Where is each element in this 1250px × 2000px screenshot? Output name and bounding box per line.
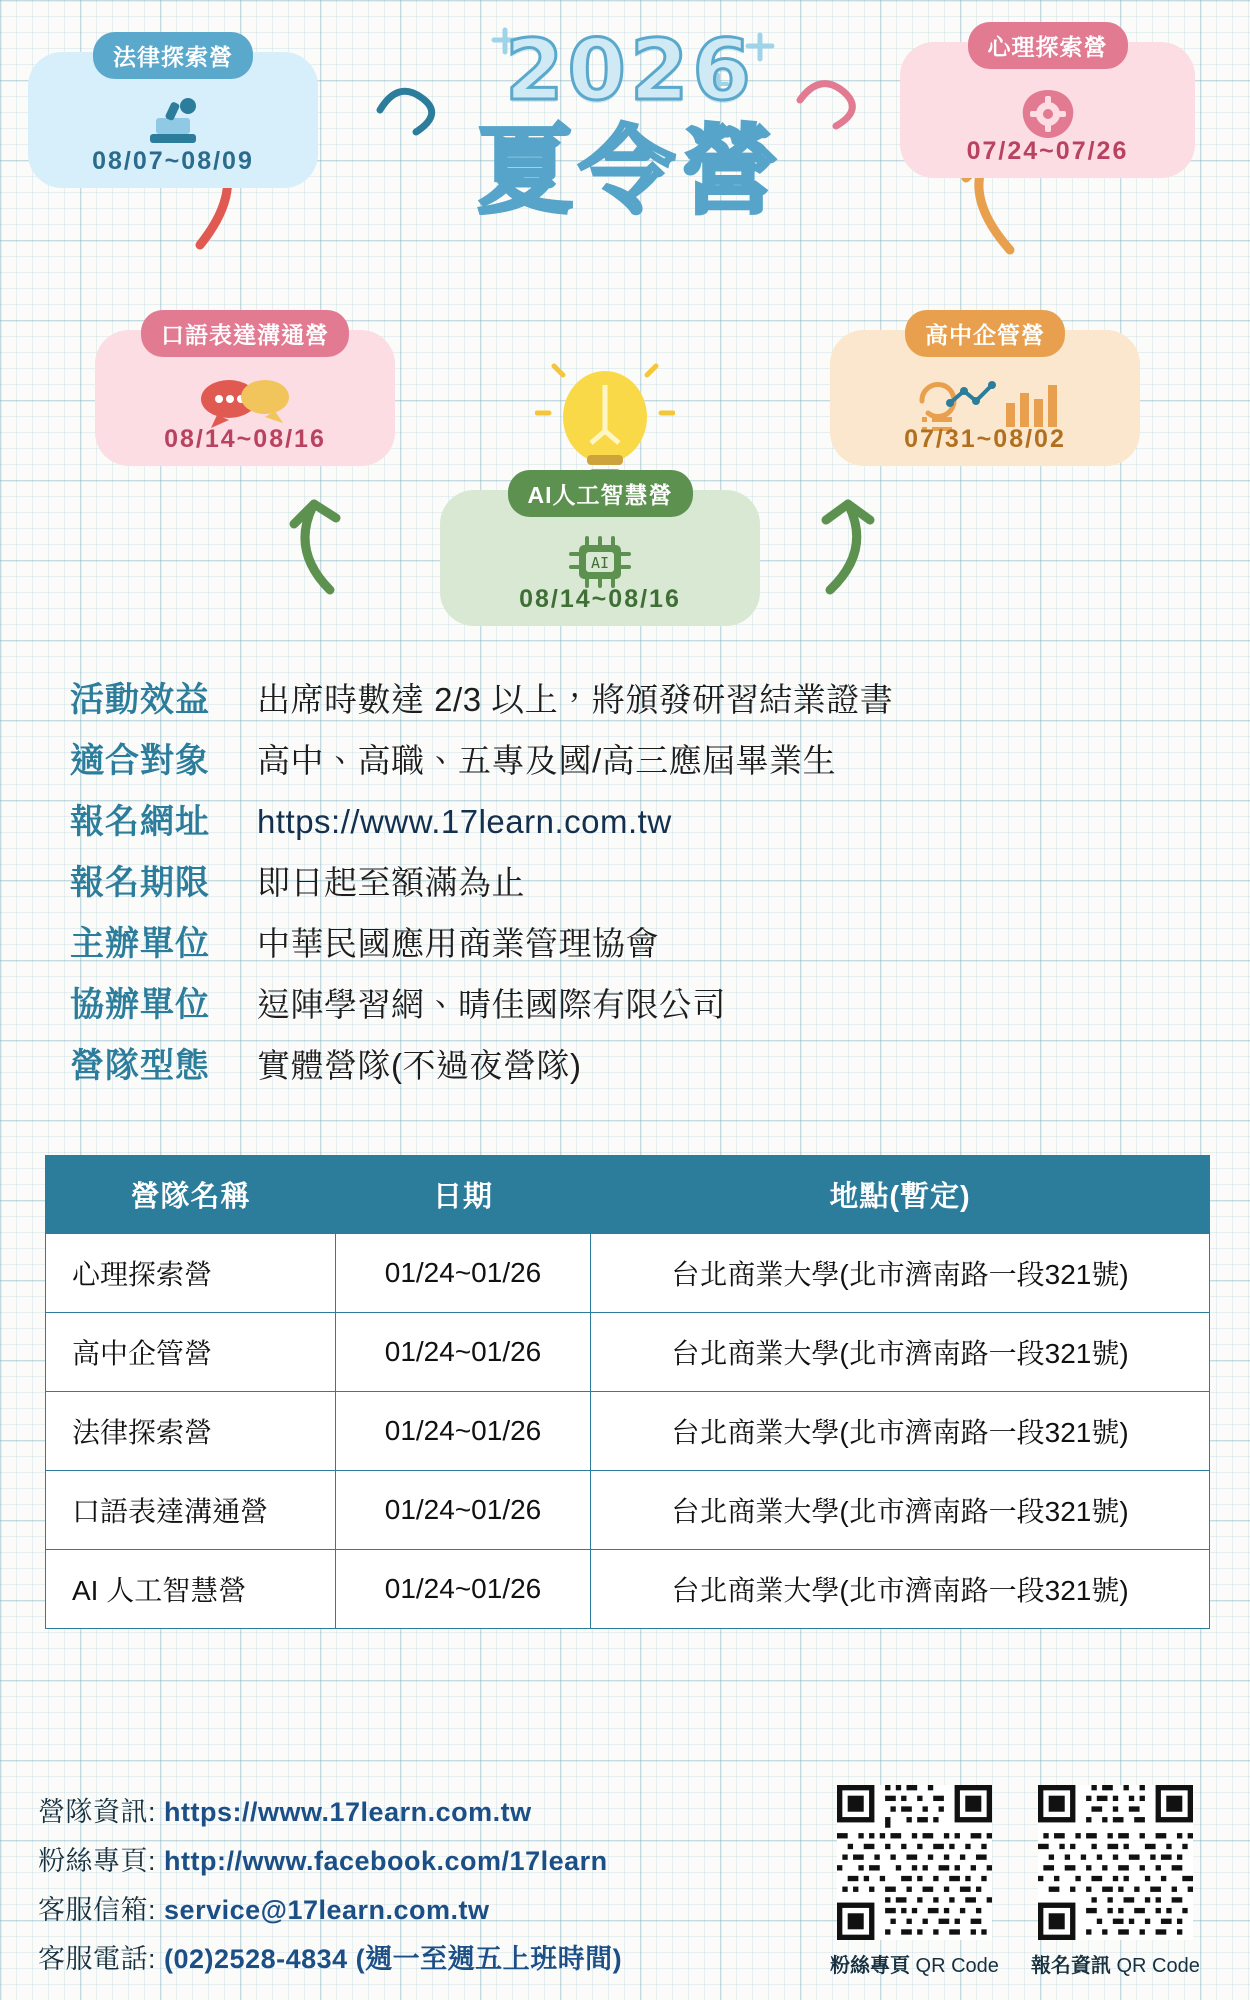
camp-name-business: 高中企管營 (905, 310, 1065, 357)
camp-name-speaking: 口語表達溝通營 (141, 310, 349, 357)
table-header-date: 日期 (336, 1156, 591, 1234)
footer-line-email (38, 1888, 622, 1927)
judge-gavel-icon (42, 93, 304, 155)
table-header-location: 地點(暫定) (591, 1156, 1210, 1234)
cell-camp-name: AI 人工智慧營 (46, 1550, 336, 1629)
qr-code-area (830, 1785, 1200, 1978)
brain-gear-icon (914, 83, 1181, 145)
footer-label: 客服信箱: (38, 1895, 157, 1925)
info-value: 高中、高職、五專及國/高三應屆畢業生 (257, 742, 837, 779)
footer-value-camp-info[interactable]: https://www.17learn.com.tw (164, 1797, 532, 1827)
camp-date-ai: 08/14~08/16 (519, 585, 681, 613)
table-row (46, 1392, 1210, 1471)
qr-caption-rest: QR Code (910, 1955, 999, 1977)
info-value: 中華民國應用商業管理協會 (257, 925, 659, 962)
info-label: 活動效益 (70, 681, 210, 719)
footer-label: 客服電話: (38, 1944, 157, 1974)
cell-camp-name: 法律探索營 (46, 1392, 336, 1471)
info-row-coorganizer (70, 977, 1190, 1026)
camp-date-psychology: 07/24~07/26 (966, 137, 1129, 165)
qr-caption-registration (1031, 1949, 1200, 1978)
camp-date-speaking: 08/14~08/16 (164, 425, 326, 453)
cell-camp-name: 口語表達溝通營 (46, 1471, 336, 1550)
cell-camp-date: 01/24~01/26 (336, 1471, 591, 1550)
camp-card-psychology[interactable] (900, 34, 1195, 178)
info-label: 適合對象 (70, 742, 210, 780)
table-row (46, 1234, 1210, 1313)
table-header-name: 營隊名稱 (46, 1156, 336, 1234)
info-label: 報名網址 (70, 803, 210, 841)
cell-camp-name: 高中企管營 (46, 1313, 336, 1392)
cell-camp-location: 台北商業大學(北市濟南路一段321號) (591, 1471, 1210, 1550)
table-row (46, 1471, 1210, 1550)
camp-card-law[interactable] (28, 44, 318, 188)
info-row-benefit (70, 672, 1190, 721)
qr-caption-fanpage (830, 1949, 999, 1978)
info-value: 逗陣學習網、晴佳國際有限公司 (257, 986, 726, 1023)
camp-card-business[interactable] (830, 322, 1140, 466)
svg-text:AI: AI (590, 554, 610, 572)
cell-camp-name: 心理探索營 (46, 1234, 336, 1313)
info-value: 出席時數達 2/3 以上，將頒發研習結業證書 (257, 681, 894, 718)
cell-camp-date: 01/24~01/26 (336, 1550, 591, 1629)
info-row-deadline (70, 855, 1190, 904)
info-row-registration-url (70, 794, 1190, 843)
cell-camp-location: 台北商業大學(北市濟南路一段321號) (591, 1234, 1210, 1313)
footer-value-phone[interactable]: (02)2528-4834 (週一至週五上班時間) (164, 1944, 623, 1974)
table-row (46, 1550, 1210, 1629)
footer-line-facebook (38, 1839, 622, 1878)
speech-bubbles-icon (109, 371, 381, 433)
camp-schedule-table (45, 1155, 1210, 1629)
qr-code-registration-icon[interactable] (1038, 1785, 1193, 1940)
info-label: 報名期限 (70, 864, 210, 902)
title-main: 夏令營 (477, 118, 783, 225)
registration-url[interactable]: https://www.17learn.com.tw (257, 803, 672, 840)
info-label: 主辦單位 (70, 925, 210, 963)
footer-contacts (38, 1790, 622, 1986)
qr-caption-rest: QR Code (1110, 1955, 1200, 1977)
camp-name-ai: AI人工智慧營 (508, 470, 693, 517)
info-label: 營隊型態 (70, 1047, 210, 1085)
ai-chip-icon (454, 531, 746, 593)
camp-card-ai[interactable] (440, 482, 760, 626)
info-value: 即日起至額滿為止 (257, 864, 525, 901)
footer-label: 粉絲專頁: (38, 1846, 157, 1876)
info-value: 實體營隊(不過夜營隊) (257, 1047, 582, 1084)
info-row-camp-type (70, 1038, 1190, 1087)
cell-camp-date: 01/24~01/26 (336, 1234, 591, 1313)
title-year: 2026 (505, 21, 755, 119)
cell-camp-location: 台北商業大學(北市濟南路一段321號) (591, 1550, 1210, 1629)
camp-date-business: 07/31~08/02 (904, 425, 1066, 453)
cell-camp-location: 台北商業大學(北市濟南路一段321號) (591, 1313, 1210, 1392)
footer-line-camp-info (38, 1790, 622, 1829)
footer-value-email[interactable]: service@17learn.com.tw (164, 1895, 490, 1925)
footer-line-phone (38, 1937, 622, 1976)
table-header-row (46, 1156, 1210, 1234)
qr-caption-bold: 粉絲專頁 (830, 1955, 910, 1977)
bar-chart-icon (844, 371, 1126, 433)
poster-title (430, 21, 830, 225)
camp-name-psychology: 心理探索營 (968, 22, 1128, 69)
camp-name-law: 法律探索營 (93, 32, 253, 79)
qr-code-fanpage-icon[interactable] (837, 1785, 992, 1940)
qr-box-registration[interactable] (1031, 1785, 1200, 1978)
qr-caption-bold: 報名資訊 (1030, 1955, 1111, 1977)
info-row-organizer (70, 916, 1190, 965)
info-label: 協辦單位 (70, 986, 210, 1024)
info-list (70, 672, 1190, 1099)
cell-camp-location: 台北商業大學(北市濟南路一段321號) (591, 1392, 1210, 1471)
qr-box-fanpage[interactable] (830, 1785, 999, 1978)
info-row-audience (70, 733, 1190, 782)
footer-value-facebook[interactable]: http://www.facebook.com/17learn (164, 1846, 608, 1876)
cell-camp-date: 01/24~01/26 (336, 1313, 591, 1392)
camp-card-speaking[interactable] (95, 322, 395, 466)
cell-camp-date: 01/24~01/26 (336, 1392, 591, 1471)
table-row (46, 1313, 1210, 1392)
footer-label: 營隊資訊: (38, 1797, 157, 1827)
camp-date-law: 08/07~08/09 (92, 147, 254, 175)
